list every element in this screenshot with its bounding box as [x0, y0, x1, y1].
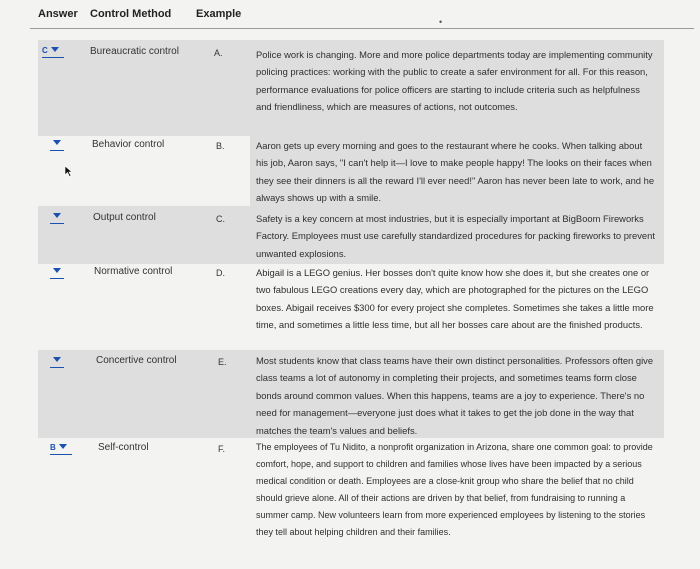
- mouse-cursor-icon: [64, 165, 73, 177]
- chevron-down-icon: [53, 213, 61, 218]
- chevron-down-icon: [51, 47, 59, 52]
- chevron-down-icon: [53, 268, 61, 273]
- example-letter-f: F.: [218, 444, 226, 454]
- answer-select-f[interactable]: B: [50, 443, 72, 453]
- answer-select-d[interactable]: [50, 267, 64, 277]
- control-method-c: Output control: [93, 212, 156, 223]
- answer-select-e[interactable]: [50, 356, 64, 366]
- answer-select-c[interactable]: [50, 212, 64, 222]
- chevron-down-icon: [53, 357, 61, 362]
- table-header: [30, 0, 694, 29]
- control-method-a: Bureaucratic control: [90, 46, 179, 57]
- example-letter-d: D.: [216, 268, 225, 278]
- example-text-a: Police work is changing. More and more police departments today are implementing community policing practices: working with the public to create a safer environment for all. For this reason, performance evaluations for police officers are starting to include criteria such as helpfulness and friendliness, which are measures of actions, not outcomes.: [256, 49, 653, 113]
- example-text-e: Most students know that class teams have their own distinct personalities. Professors often give class teams a lot of autonomy in completing their projects, and sometimes teams form close bonds around common values. When this happens, teams are a joy to experience. There's no need for management—everyone just does what it takes to get the job done in the way that matches the team's values and beliefs.: [256, 355, 654, 436]
- chevron-down-icon: [59, 444, 67, 449]
- example-text-b: Aaron gets up every morning and goes to the restaurant where he cooks. When talking about his job, Aaron says, "I can't help it—I love to make people happy! The looks on their faces when they see their dinners is all the reward I'll ever need!" Aaron has never been late to work, and he always shows up with a smile.: [256, 140, 655, 204]
- control-method-e: Concertive control: [96, 355, 177, 366]
- example-letter-c: C.: [216, 214, 225, 224]
- example-text-f: The employees of Tu Nidito, a nonprofit organization in Arizona, share one common goal: to provide comfort, hope, and support to children and families whose lives have been impacted by a serious medical condition or death. Employees are a close-knit group who share the belief that no child should grieve alone. All of their actions are driven by that belief, from fundraising to running a summer camp. New volunteers learn from more experienced employees by listening to the stories they tell about helping children and their families.: [256, 442, 653, 537]
- control-method-f: Self-control: [98, 442, 149, 453]
- header-marker: •: [439, 17, 443, 27]
- example-text-d: Abigail is a LEGO genius. Her bosses don't quite know how she does it, but she creates one or two fabulous LEGO creations every day, which are photographed for the pictures on the LEGO boxes. Abigail receives $300 for every project she completes. Sometimes she takes a little more time, and sometimes a little less time, but all her bosses care about are the finished products.: [256, 267, 654, 331]
- answer-select-a[interactable]: C: [42, 46, 64, 56]
- example-letter-b: B.: [216, 141, 225, 151]
- chevron-down-icon: [53, 140, 61, 145]
- answer-select-b[interactable]: [50, 139, 64, 149]
- example-text-c: Safety is a key concern at most industries, but it is especially important at BigBoom Fireworks Factory. Employees must use carefully standardized procedures for packing fireworks to prevent unwanted explosions.: [256, 213, 655, 259]
- header-answer: Answer: [38, 8, 78, 20]
- header-control-method: Control Method: [90, 8, 172, 20]
- control-method-d: Normative control: [94, 266, 173, 277]
- header-example: Example: [196, 8, 242, 20]
- control-method-b: Behavior control: [92, 139, 165, 150]
- example-letter-e: E.: [218, 357, 227, 367]
- example-letter-a: A.: [214, 48, 223, 58]
